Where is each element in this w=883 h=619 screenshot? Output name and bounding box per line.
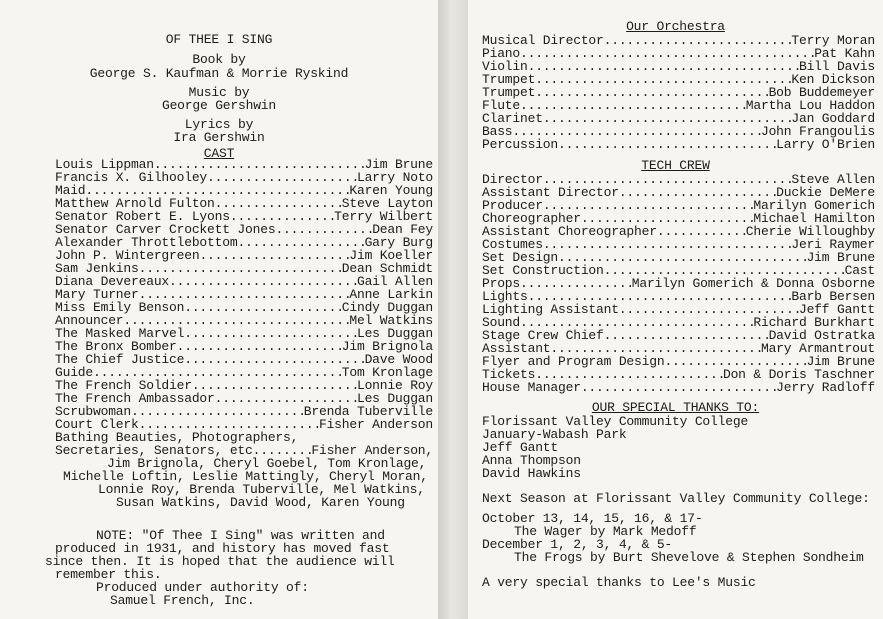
- cast-row-role: Francis X. Gilhooley: [55, 170, 208, 185]
- leader-dots: [275, 223, 372, 236]
- tech-row-name: Don & Doris Taschner: [722, 367, 875, 382]
- cast-row-role: Senator Robert E. Lyons: [55, 209, 230, 224]
- tech-heading: TECH CREW: [641, 158, 710, 173]
- thanks-line-2: January-Wabash Park: [482, 427, 627, 442]
- leader-dots: [657, 225, 746, 238]
- leader-dots: [520, 99, 746, 112]
- orchestra-row-name: Larry O'Brien: [776, 137, 875, 152]
- cast-row-name: Mel Watkins: [349, 313, 433, 328]
- cast-row-name: Les Duggan: [356, 391, 433, 406]
- cast-row-name: Karen Young: [349, 183, 433, 198]
- tech-row-name: Cast: [844, 263, 875, 278]
- cast-row-name: Dean Schmidt: [341, 261, 433, 276]
- tech-row-name: Jeff Gantt: [798, 302, 875, 317]
- cast-row-name: Lonnie Roy: [356, 378, 433, 393]
- cast-row-name: Cindy Duggan: [341, 300, 433, 315]
- leader-dots: [139, 262, 342, 275]
- ensemble-line-3: Jim Brignola, Cheryl Goebel, Tom Kronlage,: [107, 456, 427, 471]
- cast-row-name: Jim Koeller: [349, 248, 433, 263]
- tech-row-role: Costumes: [482, 237, 543, 252]
- cast-row-role: Diana Devereaux: [55, 274, 170, 289]
- cast-row-role: The French Soldier: [55, 378, 192, 393]
- orchestra-row-name: Bill Davis: [798, 59, 875, 74]
- cast-row-name: Larry Noto: [356, 170, 433, 185]
- orchestra-row: [482, 138, 875, 151]
- cast-row-name: Anne Larkin: [349, 287, 433, 302]
- tech-row-name: Jeri Raymer: [791, 237, 875, 252]
- tech-row-role: Assistant Director: [482, 185, 619, 200]
- season-line-2: The Wager by Mark Medoff: [514, 524, 697, 539]
- leader-dots: [528, 60, 799, 73]
- leader-dots: [604, 34, 792, 47]
- note-line-4: remember this.: [55, 567, 162, 582]
- note-line-3: since then. It is hoped that the audience will: [45, 554, 395, 569]
- orchestra-row-name: Bob Buddemeyer: [768, 85, 875, 100]
- tech-row-name: David Ostratka: [768, 328, 875, 343]
- final-thanks: A very special thanks to Lee's Music: [482, 575, 756, 590]
- ensemble-actor: Fisher Anderson,: [311, 443, 433, 458]
- tech-row-role: Assistant Choreographer: [482, 224, 657, 239]
- tech-row-role: Sound: [482, 315, 521, 330]
- leader-dots: [237, 236, 364, 249]
- orchestra-row-name: Martha Lou Haddon: [745, 98, 875, 113]
- tech-row-role: Producer: [482, 198, 543, 213]
- cast-row-name: Les Duggan: [356, 326, 433, 341]
- leader-dots: [215, 197, 342, 210]
- orchestra-row-role: Trumpet: [482, 72, 536, 87]
- orchestra-row-name: Jan Goddard: [791, 111, 875, 126]
- orchestra-row-role: Bass: [482, 124, 513, 139]
- lyrics-author: Ira Gershwin: [173, 130, 265, 145]
- ensemble-line-1: Bathing Beauties, Photographers,: [55, 430, 299, 445]
- tech-row-name: Mary Armantrout: [760, 341, 875, 356]
- leader-dots: [131, 405, 304, 418]
- orchestra-row-role: Trumpet: [482, 85, 536, 100]
- ensemble-line-6: Susan Watkins, David Wood, Karen Young: [116, 495, 405, 510]
- thanks-line-5: David Hawkins: [482, 466, 581, 481]
- orchestra-row-name: Ken Dickson: [791, 72, 875, 87]
- produced-label: Produced under authority of:: [96, 580, 309, 595]
- thanks-heading: OUR SPECIAL THANKS TO:: [591, 400, 760, 415]
- cast-row-role: Miss Emily Benson: [55, 300, 185, 315]
- ensemble-line-4: Michelle Loftin, Leslie Mattingly, Cheryl Moran,: [63, 469, 428, 484]
- note-line-2: produced in 1931, and history has moved fast: [55, 541, 390, 556]
- cast-row-name: Tom Kronlage: [341, 365, 433, 380]
- leader-dots: [543, 112, 792, 125]
- cast-row-name: Dean Fey: [372, 222, 433, 237]
- tech-row-name: Marilyn Gomerich & Donna Osborne: [631, 276, 875, 291]
- produced-by: Samuel French, Inc.: [110, 593, 255, 608]
- cast-row-role: The Bronx Bomber: [55, 339, 177, 354]
- tech-row-name: Cherie Willoughby: [745, 224, 875, 239]
- orchestra-row-role: Piano: [482, 46, 521, 61]
- show-title: OF THEE I SING: [165, 32, 273, 47]
- music-author: George Gershwin: [161, 98, 277, 113]
- tech-row-name: Duckie DeMere: [776, 185, 875, 200]
- cast-row-role: John P. Wintergreen: [55, 248, 200, 263]
- orchestra-row-name: Terry Moran: [791, 33, 875, 48]
- orchestra-row-role: Musical Director: [482, 33, 604, 48]
- tech-row-role: Props: [482, 276, 521, 291]
- tech-row-name: Jerry Radloff: [776, 380, 875, 395]
- cast-row-name: Steve Layton: [341, 196, 433, 211]
- cast-row-name: Terry Wilbert: [334, 209, 433, 224]
- leader-dots: [604, 329, 769, 342]
- thanks-line-1: Florissant Valley Community College: [482, 414, 749, 429]
- tech-row: [482, 381, 875, 394]
- tech-row-role: House Manager: [482, 380, 581, 395]
- orchestra-row-role: Percussion: [482, 137, 559, 152]
- tech-row-name: Jim Brune: [806, 250, 875, 265]
- leader-dots: [520, 277, 632, 290]
- tech-row-role: Stage Crew Chief: [482, 328, 604, 343]
- cast-row-name: Jim Brignola: [341, 339, 433, 354]
- note-line-1: NOTE: "Of Thee I Sing" was written and: [96, 528, 385, 543]
- cast-row-role: The Chief Justice: [55, 352, 185, 367]
- season-line-4: The Frogs by Burt Shevelove & Stephen Sondheim: [514, 550, 864, 565]
- cast-row-role: Alexander Throttlebottom: [55, 235, 238, 250]
- cast-row-name: Brenda Tuberville: [303, 404, 433, 419]
- tech-row-role: Lights: [482, 289, 528, 304]
- tech-row-name: Jim Brune: [806, 354, 875, 369]
- leader-dots: [184, 301, 342, 314]
- orchestra-row-role: Flute: [482, 98, 521, 113]
- thanks-line-3: Jeff Gantt: [482, 440, 559, 455]
- cast-row-role: The French Ambassador: [55, 391, 215, 406]
- leader-dots: [199, 249, 349, 262]
- cast-row-role: Mary Turner: [55, 287, 139, 302]
- cast-heading: CAST: [203, 146, 235, 161]
- orchestra-heading: Our Orchestra: [626, 19, 725, 34]
- leader-dots: [184, 327, 357, 340]
- leader-dots: [581, 381, 776, 394]
- music-label: Music by: [188, 85, 250, 100]
- leader-dots: [535, 73, 791, 86]
- cast-row-name: Gail Allen: [356, 274, 433, 289]
- tech-row-role: Set Design: [482, 250, 559, 265]
- leader-dots: [558, 138, 776, 151]
- tech-row-role: Lighting Assistant: [482, 302, 619, 317]
- tech-row-role: Director: [482, 172, 543, 187]
- binding-gutter: [438, 0, 468, 619]
- cast-row-role: Announcer: [55, 313, 124, 328]
- tech-row-name: Richard Burkhart: [753, 315, 875, 330]
- book-label: Book by: [192, 52, 246, 67]
- cast-row-role: Senator Carver Crockett Jones: [55, 222, 276, 237]
- orchestra-row-role: Clarinet: [482, 111, 543, 126]
- right-page: [468, 0, 883, 619]
- leader-dots: [207, 171, 357, 184]
- cast-row-role: Court Clerk: [55, 417, 139, 432]
- tech-row-name: Steve Allen: [791, 172, 875, 187]
- cast-row-role: Louis Lippman: [55, 157, 154, 172]
- tech-row-name: Barb Bersen: [791, 289, 875, 304]
- next-season-heading: Next Season at Florissant Valley Community College:: [482, 491, 870, 506]
- leader-dots: [184, 353, 364, 366]
- cast-row-role: Scrubwoman: [55, 404, 132, 419]
- season-line-3: December 1, 2, 3, 4, & 5-: [482, 537, 673, 552]
- season-line-1: October 13, 14, 15, 16, & 17-: [482, 511, 703, 526]
- leader-dots: [543, 238, 792, 251]
- book-authors: George S. Kaufman & Morrie Ryskind: [89, 66, 349, 81]
- tech-row-name: Michael Hamilton: [753, 211, 875, 226]
- cast-row-role: The Masked Marvel: [55, 326, 185, 341]
- leader-dots: [192, 379, 357, 392]
- tech-row-role: Set Construction: [482, 263, 604, 278]
- leader-dots: [535, 86, 768, 99]
- thanks-line-4: Anna Thompson: [482, 453, 581, 468]
- cast-row-name: Dave Wood: [364, 352, 433, 367]
- tech-row-name: Marilyn Gomerich: [753, 198, 875, 213]
- ensemble-role: Secretaries, Senators, etc: [55, 443, 253, 458]
- cast-row-role: Sam Jenkins: [55, 261, 139, 276]
- orchestra-row-name: Pat Kahn: [814, 46, 875, 61]
- cast-row-name: Jim Brune: [364, 157, 433, 172]
- tech-row-role: Flyer and Program Design: [482, 354, 665, 369]
- tech-row-role: Tickets: [482, 367, 536, 382]
- tech-row-role: Choreographer: [482, 211, 581, 226]
- left-page: [0, 0, 438, 619]
- cast-row-name: Fisher Anderson: [318, 417, 433, 432]
- cast-row-name: Gary Burg: [364, 235, 433, 250]
- leader-dots: [169, 275, 357, 288]
- cast-row-role: Matthew Arnold Fulton: [55, 196, 215, 211]
- cast-row-role: Guide: [55, 365, 94, 380]
- orchestra-row-name: John Frangoulis: [760, 124, 875, 139]
- leader-dots: [177, 340, 342, 353]
- orchestra-row-role: Violin: [482, 59, 528, 74]
- cast-row-role: Maid: [55, 183, 86, 198]
- tech-row-role: Assistant: [482, 341, 551, 356]
- lyrics-label: Lyrics by: [184, 117, 254, 132]
- leader-dots: [520, 47, 814, 60]
- ensemble-line-5: Lonnie Roy, Brenda Tuberville, Mel Watkins,: [98, 482, 425, 497]
